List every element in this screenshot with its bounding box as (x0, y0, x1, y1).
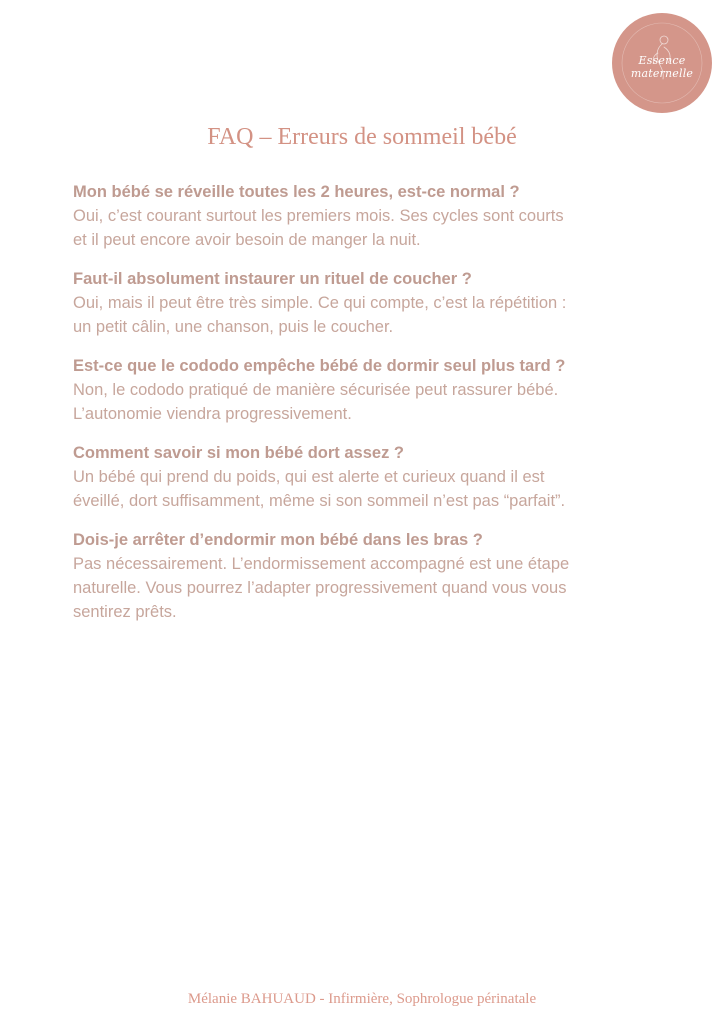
footer-credit: Mélanie BAHUAUD - Infirmière, Sophrologue périnatale (187, 991, 537, 1007)
faq-item (73, 267, 673, 339)
faq-answer-line: Non, le cododo pratiqué de manière sécurisée peut rassurer bébé. (73, 381, 559, 399)
faq-item (73, 528, 673, 624)
page-title: FAQ – Erreurs de sommeil bébé (207, 124, 517, 150)
faq-item (73, 441, 673, 513)
faq-question: Dois-je arrêter d’endormir mon bébé dans les bras ? (73, 531, 483, 549)
faq-answer-line: naturelle. Vous pourrez l’adapter progressivement quand vous vous (73, 579, 567, 597)
faq-question: Est-ce que le cododo empêche bébé de dormir seul plus tard ? (73, 357, 566, 375)
faq-question: Faut-il absolument instaurer un rituel de coucher ? (73, 270, 472, 288)
faq-answer-line: éveillé, dort suffisamment, même si son sommeil n’est pas “parfait”. (73, 492, 566, 510)
faq-answer-line: un petit câlin, une chanson, puis le coucher. (73, 318, 394, 336)
faq-answer-line: Pas nécessairement. L’endormissement accompagné est une étape (73, 555, 570, 573)
faq-answer-line: et il peut encore avoir besoin de manger la nuit. (73, 231, 421, 249)
faq-item (73, 180, 673, 252)
faq-answer-line: Oui, mais il peut être très simple. Ce qui compte, c’est la répétition : (73, 294, 567, 312)
faq-question: Comment savoir si mon bébé dort assez ? (73, 444, 404, 462)
faq-answer-line: Un bébé qui prend du poids, qui est alerte et curieux quand il est (73, 468, 545, 486)
faq-list (73, 180, 673, 639)
brand-logo (612, 13, 712, 113)
faq-answer-line: L’autonomie viendra progressivement. (73, 405, 352, 423)
faq-answer-line: Oui, c’est courant surtout les premiers mois. Ses cycles sont courts (73, 207, 564, 225)
faq-item (73, 354, 673, 426)
faq-answer-line: sentirez prêts. (73, 603, 177, 621)
logo-text: Essence maternelle (630, 54, 694, 80)
faq-question: Mon bébé se réveille toutes les 2 heures, est-ce normal ? (73, 183, 520, 201)
